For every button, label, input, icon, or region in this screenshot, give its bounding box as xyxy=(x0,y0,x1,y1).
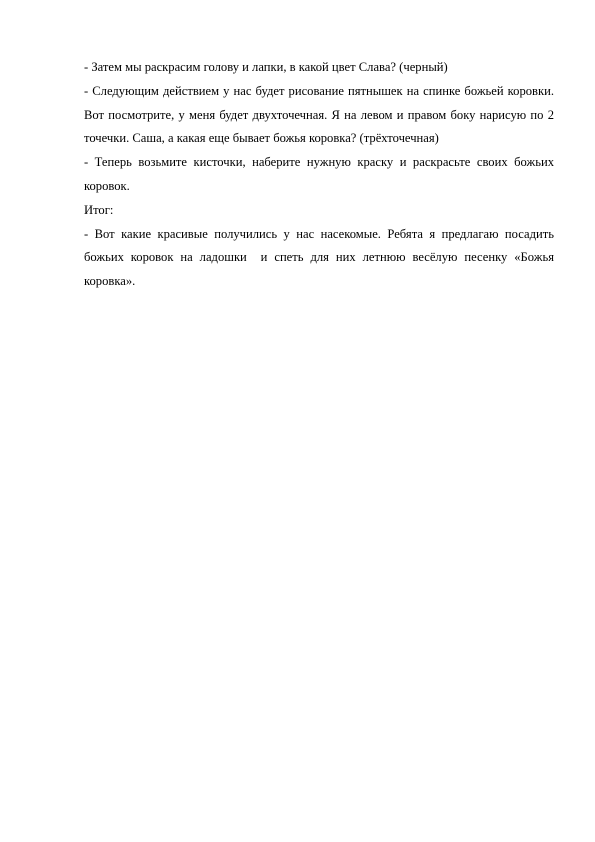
document-body xyxy=(84,56,558,294)
paragraph-summary: - Вот какие красивые получились у нас насекомые. Ребята я предлагаю посадить божьих коровок на ладошки и спеть для них летнюю весёлую песенку «Божья коровка». xyxy=(84,226,558,289)
paragraph-drawing-spots: - Следующим действием у нас будет рисование пятнышек на спинке божьей коровки. Вот посмотрите, у меня будет двухточечная. Я на левом и правом боку нарисую по 2 точечки. Саша, а какая еще бывает божья коровка? (трёхточечная) xyxy=(84,83,558,146)
paragraph-paint-ladybugs: - Теперь возьмите кисточки, наберите нужную краску и раскрасьте своих божьих коровок. xyxy=(84,155,558,193)
summary-heading: Итог: xyxy=(84,202,114,217)
paragraph-coloring-head-paws: - Затем мы раскрасим голову и лапки, в какой цвет Слава? (черный) xyxy=(84,60,448,74)
